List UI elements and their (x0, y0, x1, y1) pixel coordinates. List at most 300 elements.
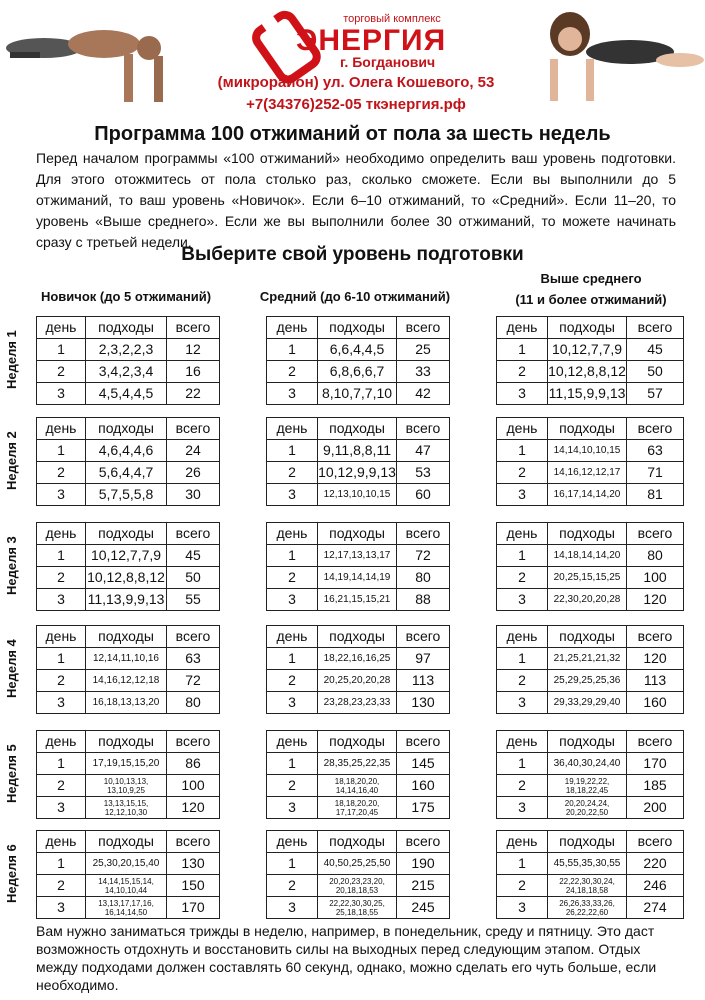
day-cell: 2 (497, 567, 548, 589)
header-day: день (267, 831, 318, 853)
header-day: день (37, 418, 86, 440)
header-day: день (497, 831, 548, 853)
table-row (37, 648, 220, 670)
sets-cell: 5,6,4,4,7 (86, 462, 167, 484)
sets-cell: 25,30,20,15,40 (86, 853, 167, 875)
header-total: всего (397, 317, 450, 339)
total-cell: 150 (167, 875, 220, 897)
day-cell: 3 (267, 692, 318, 714)
table-header-row (497, 317, 684, 339)
table-row (37, 853, 220, 875)
total-cell: 120 (167, 797, 220, 819)
table-row (37, 670, 220, 692)
total-cell: 81 (627, 484, 684, 506)
header-sets: подходы (86, 831, 167, 853)
day-cell: 2 (497, 670, 548, 692)
table-row (37, 797, 220, 819)
total-cell: 72 (167, 670, 220, 692)
header-sets: подходы (86, 626, 167, 648)
header-total: всего (167, 523, 220, 545)
table-row (37, 589, 220, 611)
header-total: всего (627, 626, 684, 648)
day-cell: 2 (497, 361, 548, 383)
sets-cell: 16,21,15,15,21 (318, 589, 397, 611)
level-beginner-label: Новичок (до 5 отжиманий) (40, 289, 212, 304)
header-sets: подходы (86, 731, 167, 753)
day-cell: 3 (267, 897, 318, 919)
header-total: всего (397, 731, 450, 753)
header-total: всего (627, 418, 684, 440)
table-row (37, 339, 220, 361)
table-header-row (37, 317, 220, 339)
total-cell: 57 (627, 383, 684, 405)
day-cell: 2 (497, 775, 548, 797)
header-sets: подходы (86, 317, 167, 339)
org-name: ЭНЕРГИЯ (296, 24, 447, 57)
total-cell: 26 (167, 462, 220, 484)
table-header-row (37, 831, 220, 853)
week-table-advanced (496, 417, 684, 506)
table-row (267, 383, 450, 405)
total-cell: 97 (397, 648, 450, 670)
sets-cell: 6,6,4,4,5 (318, 339, 397, 361)
intro-paragraph: Перед началом программы «100 отжиманий» необходимо определить ваш уровень подготовки. Для этого отожмитесь от пола столько раз, сколько сможете. Если вы выполнили до 5 отжиманий, то ваш уровень «Новичок». Если 6–10 отжиманий, то «Средний». Если 11–20, то уровень «Выше среднего». Если же вы выполнили более 30 отжиманий, то можете начинать сразу с третьей недели. (36, 150, 676, 250)
sets-cell: 14,16,12,12,17 (548, 462, 627, 484)
day-cell: 1 (497, 753, 548, 775)
table-row (497, 797, 684, 819)
week-table-medium (266, 830, 450, 919)
header-day: день (267, 626, 318, 648)
day-cell: 3 (267, 797, 318, 819)
day-cell: 1 (37, 440, 86, 462)
sets-cell: 12,17,13,13,17 (318, 545, 397, 567)
table-row (37, 383, 220, 405)
total-cell: 185 (627, 775, 684, 797)
header-total: всего (397, 523, 450, 545)
sets-cell: 20,25,15,15,25 (548, 567, 627, 589)
day-cell: 1 (497, 339, 548, 361)
table-row (497, 897, 684, 919)
day-cell: 2 (37, 462, 86, 484)
sets-cell: 20,20,23,23,20, 20,18,18,53 (318, 875, 397, 897)
total-cell: 100 (167, 775, 220, 797)
header-day: день (497, 317, 548, 339)
table-header-row (497, 626, 684, 648)
header-day: день (267, 418, 318, 440)
day-cell: 3 (267, 484, 318, 506)
table-row (497, 440, 684, 462)
header-sets: подходы (548, 831, 627, 853)
table-row (37, 753, 220, 775)
total-cell: 42 (397, 383, 450, 405)
sets-cell: 11,13,9,9,13 (86, 589, 167, 611)
table-header-row (497, 731, 684, 753)
week-label: Неделя 4 (4, 639, 19, 699)
day-cell: 3 (497, 797, 548, 819)
day-cell: 1 (497, 648, 548, 670)
header-total: всего (397, 831, 450, 853)
sets-cell: 13,13,15,15, 12,12,10,30 (86, 797, 167, 819)
footer-note: Вам нужно заниматься трижды в неделю, например, в понедельник, среду и пятницу. Это даст возможность отдохнуть и восстановить силы на выходных перед следующим этапом. Отдых между подходами должен составлять 60 секунд, однако, можно сделать его чуть больше, если необходимо. (36, 923, 657, 993)
table-row (267, 567, 450, 589)
table-header-row (267, 317, 450, 339)
table-row (497, 853, 684, 875)
sets-cell: 18,22,16,16,25 (318, 648, 397, 670)
table-row (267, 361, 450, 383)
day-cell: 3 (37, 589, 86, 611)
day-cell: 2 (267, 462, 318, 484)
total-cell: 130 (397, 692, 450, 714)
header-day: день (37, 626, 86, 648)
week-table-medium (266, 316, 450, 405)
day-cell: 3 (37, 692, 86, 714)
total-cell: 170 (167, 897, 220, 919)
table-row (497, 545, 684, 567)
header-day: день (267, 523, 318, 545)
header-total: всего (167, 831, 220, 853)
week-table-beginner (36, 625, 220, 714)
table-row (37, 775, 220, 797)
total-cell: 47 (397, 440, 450, 462)
total-cell: 160 (627, 692, 684, 714)
sets-cell: 17,19,15,15,20 (86, 753, 167, 775)
table-row (37, 567, 220, 589)
day-cell: 1 (37, 339, 86, 361)
week-table-advanced (496, 730, 684, 819)
table-row (497, 670, 684, 692)
sets-cell: 6,8,6,6,7 (318, 361, 397, 383)
total-cell: 33 (397, 361, 450, 383)
table-row (497, 567, 684, 589)
header-total: всего (627, 731, 684, 753)
day-cell: 2 (267, 875, 318, 897)
day-cell: 3 (497, 484, 548, 506)
sets-cell: 29,33,29,29,40 (548, 692, 627, 714)
day-cell: 2 (267, 361, 318, 383)
total-cell: 25 (397, 339, 450, 361)
day-cell: 2 (497, 875, 548, 897)
header-total: всего (167, 418, 220, 440)
table-row (497, 339, 684, 361)
header-sets: подходы (548, 626, 627, 648)
table-row (267, 875, 450, 897)
total-cell: 30 (167, 484, 220, 506)
table-row (267, 545, 450, 567)
total-cell: 50 (627, 361, 684, 383)
table-row (267, 339, 450, 361)
header-sets: подходы (318, 523, 397, 545)
table-row (497, 589, 684, 611)
day-cell: 2 (267, 567, 318, 589)
sets-cell: 14,18,14,14,20 (548, 545, 627, 567)
header-sets: подходы (548, 523, 627, 545)
table-row (37, 361, 220, 383)
header-sets: подходы (86, 418, 167, 440)
sets-cell: 14,14,15,15,14, 14,10,10,44 (86, 875, 167, 897)
day-cell: 2 (37, 775, 86, 797)
sets-cell: 10,12,9,9,13 (318, 462, 397, 484)
header-sets: подходы (548, 418, 627, 440)
total-cell: 16 (167, 361, 220, 383)
header-day: день (37, 317, 86, 339)
table-row (497, 361, 684, 383)
day-cell: 1 (497, 440, 548, 462)
sets-cell: 10,12,7,7,9 (548, 339, 627, 361)
total-cell: 145 (397, 753, 450, 775)
table-header-row (497, 831, 684, 853)
header-day: день (37, 831, 86, 853)
total-cell: 88 (397, 589, 450, 611)
table-row (37, 692, 220, 714)
org-subtitle: торговый комплекс (343, 13, 441, 25)
man-pushup-photo (4, 6, 204, 111)
day-cell: 1 (267, 753, 318, 775)
day-cell: 1 (267, 648, 318, 670)
table-row (267, 797, 450, 819)
header-day: день (267, 731, 318, 753)
total-cell: 113 (397, 670, 450, 692)
total-cell: 55 (167, 589, 220, 611)
table-row (37, 897, 220, 919)
level-advanced-title: Выше среднего (540, 271, 642, 286)
total-cell: 53 (397, 462, 450, 484)
table-header-row (37, 418, 220, 440)
day-cell: 2 (37, 567, 86, 589)
sets-cell: 26,26,33,33,26, 26,22,22,60 (548, 897, 627, 919)
week-label: Неделя 2 (4, 431, 19, 491)
sets-cell: 16,18,13,13,20 (86, 692, 167, 714)
table-row (267, 692, 450, 714)
sets-cell: 5,7,5,5,8 (86, 484, 167, 506)
total-cell: 220 (627, 853, 684, 875)
sets-cell: 14,16,12,12,18 (86, 670, 167, 692)
day-cell: 3 (497, 692, 548, 714)
header-sets: подходы (318, 418, 397, 440)
header-total: всего (397, 418, 450, 440)
sets-cell: 23,28,23,23,33 (318, 692, 397, 714)
table-row (497, 648, 684, 670)
header-total: всего (167, 626, 220, 648)
week-table-medium (266, 522, 450, 611)
sets-cell: 16,17,14,14,20 (548, 484, 627, 506)
total-cell: 170 (627, 753, 684, 775)
table-row (267, 484, 450, 506)
sets-cell: 10,12,8,8,12 (86, 567, 167, 589)
day-cell: 1 (497, 853, 548, 875)
sets-cell: 20,25,20,20,28 (318, 670, 397, 692)
day-cell: 2 (267, 775, 318, 797)
table-row (497, 484, 684, 506)
total-cell: 60 (397, 484, 450, 506)
table-row (497, 462, 684, 484)
table-row (37, 484, 220, 506)
day-cell: 2 (37, 670, 86, 692)
sets-cell: 36,40,30,24,40 (548, 753, 627, 775)
header-day: день (37, 731, 86, 753)
day-cell: 2 (37, 361, 86, 383)
sets-cell: 11,15,9,9,13 (548, 383, 627, 405)
table-row (267, 648, 450, 670)
sets-cell: 10,12,8,8,12 (548, 361, 627, 383)
sets-cell: 13,13,17,17,16, 16,14,14,50 (86, 897, 167, 919)
week-table-beginner (36, 730, 220, 819)
total-cell: 120 (627, 648, 684, 670)
sets-cell: 18,18,20,20, 17,17,20,45 (318, 797, 397, 819)
day-cell: 3 (37, 383, 86, 405)
total-cell: 80 (627, 545, 684, 567)
sets-cell: 22,22,30,30,25, 25,18,18,55 (318, 897, 397, 919)
week-table-beginner (36, 316, 220, 405)
table-row (267, 775, 450, 797)
week-table-medium (266, 730, 450, 819)
total-cell: 246 (627, 875, 684, 897)
level-advanced-label (496, 268, 686, 310)
sets-cell: 28,35,25,22,35 (318, 753, 397, 775)
header-total: всего (397, 626, 450, 648)
header-sets: подходы (318, 626, 397, 648)
total-cell: 190 (397, 853, 450, 875)
total-cell: 63 (167, 648, 220, 670)
header-sets: подходы (548, 731, 627, 753)
sets-cell: 20,20,24,24, 20,20,22,50 (548, 797, 627, 819)
week-table-medium (266, 417, 450, 506)
sets-cell: 25,29,25,25,36 (548, 670, 627, 692)
header-day: день (497, 523, 548, 545)
sets-cell: 2,3,2,2,3 (86, 339, 167, 361)
table-row (267, 753, 450, 775)
total-cell: 120 (627, 589, 684, 611)
week-table-advanced (496, 522, 684, 611)
woman-pushup-photo (540, 4, 705, 112)
table-row (267, 670, 450, 692)
day-cell: 2 (497, 462, 548, 484)
week-label: Неделя 6 (4, 844, 19, 904)
table-row (497, 775, 684, 797)
total-cell: 245 (397, 897, 450, 919)
week-table-beginner (36, 830, 220, 919)
table-header-row (267, 418, 450, 440)
table-row (267, 853, 450, 875)
total-cell: 45 (167, 545, 220, 567)
total-cell: 175 (397, 797, 450, 819)
sets-cell: 40,50,25,25,50 (318, 853, 397, 875)
day-cell: 1 (37, 853, 86, 875)
table-header-row (37, 731, 220, 753)
table-header-row (267, 731, 450, 753)
week-table-medium (266, 625, 450, 714)
total-cell: 22 (167, 383, 220, 405)
day-cell: 2 (37, 875, 86, 897)
day-cell: 3 (497, 383, 548, 405)
total-cell: 80 (397, 567, 450, 589)
day-cell: 3 (497, 589, 548, 611)
week-table-advanced (496, 830, 684, 919)
header-day: день (497, 418, 548, 440)
day-cell: 1 (497, 545, 548, 567)
week-label: Неделя 3 (4, 536, 19, 596)
page-title: Программа 100 отжиманий от пола за шесть недель (94, 123, 611, 145)
table-row (267, 462, 450, 484)
sets-cell: 10,12,7,7,9 (86, 545, 167, 567)
sets-cell: 21,25,21,21,32 (548, 648, 627, 670)
table-row (497, 692, 684, 714)
week-label: Неделя 5 (4, 744, 19, 804)
total-cell: 50 (167, 567, 220, 589)
total-cell: 71 (627, 462, 684, 484)
section-subtitle: Выберите свой уровень подготовки (181, 244, 524, 265)
header-day: день (267, 317, 318, 339)
sets-cell: 9,11,8,8,11 (318, 440, 397, 462)
header-sets: подходы (86, 523, 167, 545)
sets-cell: 4,6,4,4,6 (86, 440, 167, 462)
total-cell: 130 (167, 853, 220, 875)
header-day: день (497, 731, 548, 753)
total-cell: 45 (627, 339, 684, 361)
table-header-row (497, 418, 684, 440)
sets-cell: 45,55,35,30,55 (548, 853, 627, 875)
total-cell: 86 (167, 753, 220, 775)
day-cell: 3 (267, 383, 318, 405)
table-row (497, 753, 684, 775)
table-row (497, 383, 684, 405)
header-sets: подходы (318, 731, 397, 753)
table-row (267, 897, 450, 919)
total-cell: 200 (627, 797, 684, 819)
day-cell: 1 (267, 545, 318, 567)
header-day: день (37, 523, 86, 545)
header-total: всего (167, 731, 220, 753)
table-row (37, 545, 220, 567)
total-cell: 72 (397, 545, 450, 567)
day-cell: 1 (267, 853, 318, 875)
total-cell: 274 (627, 897, 684, 919)
header-total: всего (167, 317, 220, 339)
sets-cell: 18,18,20,20, 14,14,16,40 (318, 775, 397, 797)
table-row (37, 462, 220, 484)
total-cell: 80 (167, 692, 220, 714)
sets-cell: 8,10,7,7,10 (318, 383, 397, 405)
day-cell: 3 (37, 797, 86, 819)
day-cell: 3 (37, 484, 86, 506)
table-header-row (267, 523, 450, 545)
header-sets: подходы (318, 317, 397, 339)
sets-cell: 12,14,11,10,16 (86, 648, 167, 670)
header-total: всего (627, 831, 684, 853)
table-row (267, 589, 450, 611)
total-cell: 100 (627, 567, 684, 589)
sets-cell: 3,4,2,3,4 (86, 361, 167, 383)
table-header-row (497, 523, 684, 545)
org-phone-site: +7(34376)252-05 ткэнергия.рф (246, 96, 466, 113)
day-cell: 3 (37, 897, 86, 919)
total-cell: 24 (167, 440, 220, 462)
table-header-row (37, 626, 220, 648)
table-header-row (267, 626, 450, 648)
week-table-beginner (36, 417, 220, 506)
sets-cell: 4,5,4,4,5 (86, 383, 167, 405)
sets-cell: 22,30,20,20,28 (548, 589, 627, 611)
total-cell: 12 (167, 339, 220, 361)
header-day: день (497, 626, 548, 648)
total-cell: 215 (397, 875, 450, 897)
day-cell: 1 (37, 753, 86, 775)
sets-cell: 10,10,13,13, 13,10,9,25 (86, 775, 167, 797)
table-header-row (267, 831, 450, 853)
table-header-row (37, 523, 220, 545)
sets-cell: 14,19,14,14,19 (318, 567, 397, 589)
week-label: Неделя 1 (4, 330, 19, 390)
sets-cell: 22,22,30,30,24, 24,18,18,58 (548, 875, 627, 897)
